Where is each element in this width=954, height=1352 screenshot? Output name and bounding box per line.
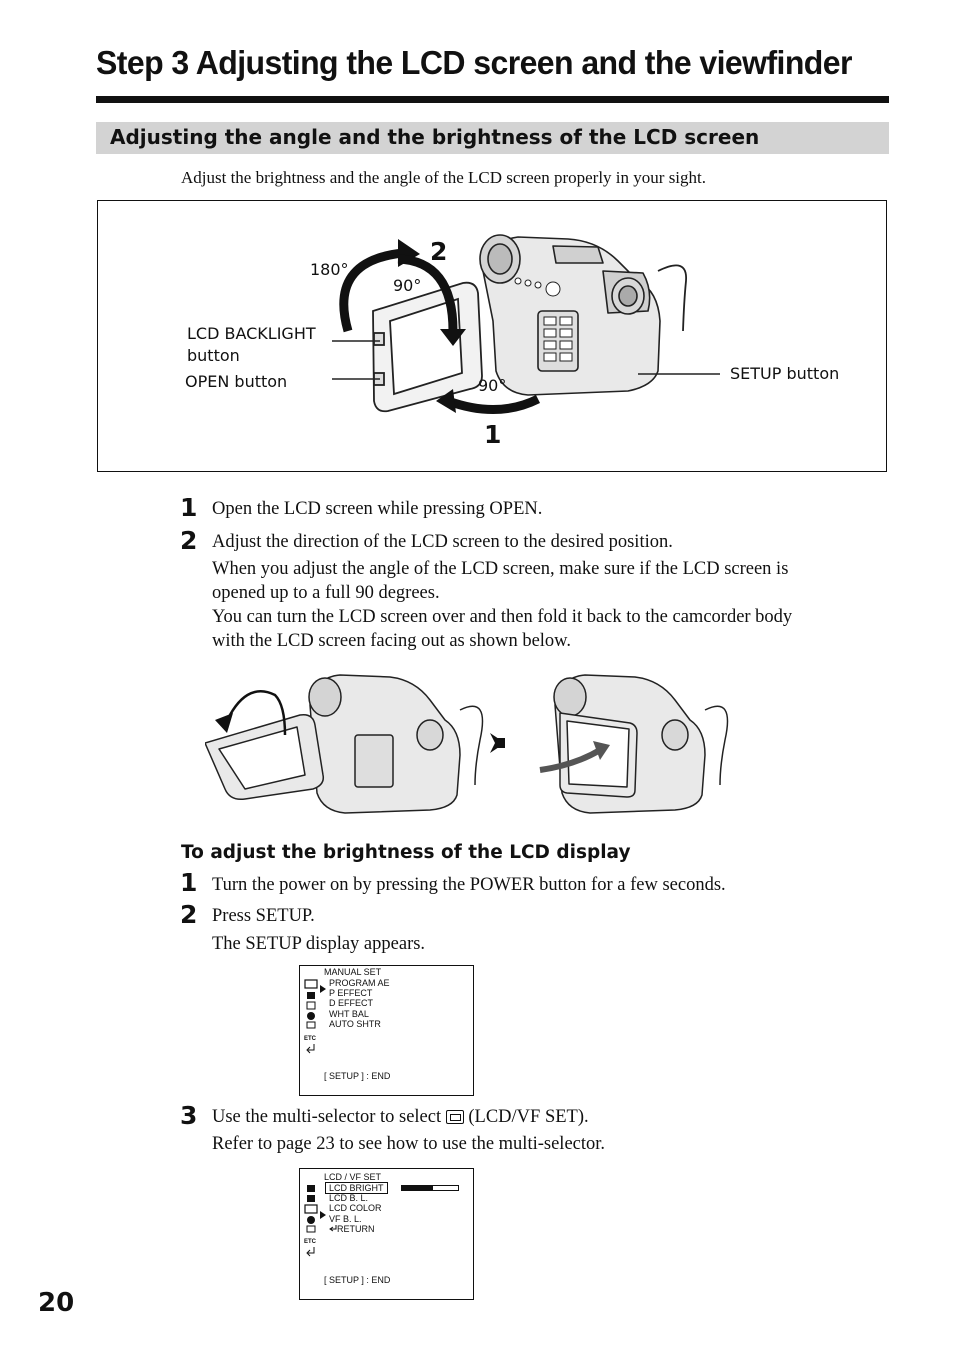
menu-item: P EFFECT <box>329 988 373 998</box>
etc-label: ETC <box>304 1036 316 1042</box>
menu-icons <box>303 978 319 1056</box>
brightness-bar-fill <box>402 1186 433 1190</box>
step-text: Adjust the direction of the LCD screen to the desired position. <box>212 532 673 552</box>
step-number: 3 <box>180 1101 198 1130</box>
lcd-flip-illustration <box>205 665 745 825</box>
title-rule <box>96 96 889 103</box>
step-detail: The SETUP display appears. <box>212 934 426 954</box>
step-detail-line: You can turn the LCD screen over and then fold it back to the camcorder body <box>212 607 793 627</box>
step-number: 2 <box>180 900 198 929</box>
menu-item-selected: LCD BRIGHT <box>325 1182 388 1194</box>
step-detail: Refer to page 23 to see how to use the multi-selector. <box>212 1134 606 1154</box>
intro-text: Adjust the brightness and the angle of the LCD screen properly in your sight. <box>181 168 706 187</box>
menu-item: D EFFECT <box>329 998 373 1008</box>
menu-item: WHT BAL <box>329 1009 369 1019</box>
menu-footer: [ SETUP ] : END <box>324 1275 391 1285</box>
brightness-bar <box>401 1185 459 1191</box>
section-title: Adjusting the angle and the brightness of the LCD screen <box>110 125 760 149</box>
setup-button-label: SETUP button <box>730 364 840 383</box>
menu-icon-column <box>303 1183 319 1266</box>
page-number: 20 <box>38 1288 75 1318</box>
selection-marker <box>320 1206 326 1224</box>
menu-icons <box>303 1183 319 1261</box>
step-detail-line: opened up to a full 90 degrees. <box>212 583 440 603</box>
step-text: Open the LCD screen while pressing OPEN. <box>212 499 543 519</box>
step-number: 1 <box>180 493 198 522</box>
angle-90-bottom-label: 90° <box>478 376 507 395</box>
menu-item: VF B. L. <box>329 1214 362 1224</box>
lcd-backlight-label: LCD BACKLIGHT <box>187 324 316 343</box>
subsection-title: To adjust the brightness of the LCD display <box>181 842 631 863</box>
angle-90-top-label: 90° <box>393 276 422 295</box>
menu-icon-column <box>303 978 319 1061</box>
menu-item: PROGRAM AE <box>329 978 390 988</box>
page-title: Step 3 Adjusting the LCD screen and the viewfinder <box>96 44 852 81</box>
figure-step-2: 2 <box>430 237 448 266</box>
menu-item: LCD COLOR <box>329 1203 382 1213</box>
return-icon <box>329 1224 337 1232</box>
open-button-label: OPEN button <box>185 372 288 391</box>
step-text: Turn the power on by pressing the POWER button for a few seconds. <box>212 875 726 895</box>
step-number: 1 <box>180 868 198 897</box>
lcd-vf-set-icon <box>446 1110 464 1124</box>
menu-header: LCD / VF SET <box>324 1172 382 1182</box>
menu-item: LCD B. L. <box>329 1193 369 1203</box>
step-number: 2 <box>180 526 198 555</box>
figure-step-1: 1 <box>484 420 502 449</box>
setup-menu-display <box>299 965 474 1096</box>
etc-label: ETC <box>304 1239 316 1245</box>
lcd-vf-set-menu-display <box>299 1168 474 1300</box>
figure-lcd-adjust <box>97 200 887 472</box>
step-detail-line: with the LCD screen facing out as shown below. <box>212 631 571 651</box>
selection-marker <box>320 980 326 998</box>
step-detail-line: When you adjust the angle of the LCD screen, make sure if the LCD screen is <box>212 559 789 579</box>
menu-footer: [ SETUP ] : END <box>324 1071 391 1081</box>
lcd-backlight-label-line2: button <box>187 346 240 365</box>
step-text: Press SETUP. <box>212 906 315 926</box>
menu-header: MANUAL SET <box>324 967 382 977</box>
angle-180-label: 180° <box>310 260 349 279</box>
step-text: Use the multi-selector to select (LCD/VF SET). <box>212 1107 589 1127</box>
menu-item: AUTO SHTR <box>329 1019 381 1029</box>
menu-item-return: RETURN <box>329 1224 375 1234</box>
